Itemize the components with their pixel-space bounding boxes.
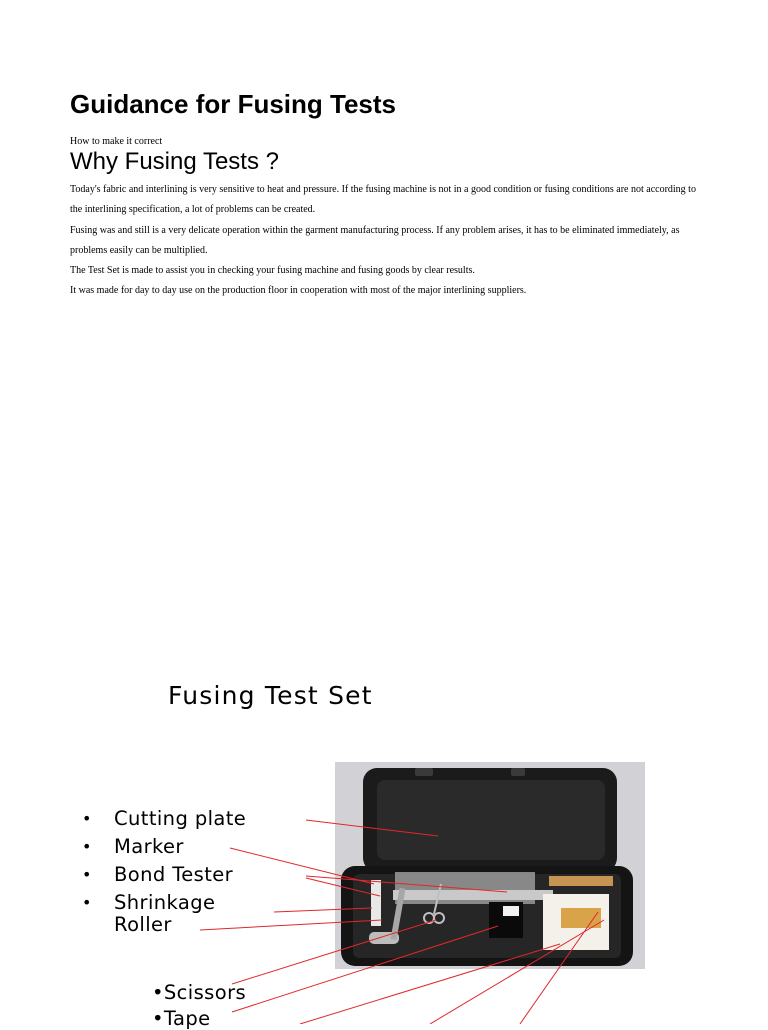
page-subtitle: How to make it correct (70, 136, 163, 147)
sample-swatch (561, 908, 601, 928)
label-tape: •Tape (152, 1007, 211, 1030)
label-shrinkage: Shrinkage (114, 891, 216, 914)
label-scissors: •Scissors (152, 981, 247, 1004)
case-hinge (415, 768, 433, 776)
tape-label (503, 906, 519, 916)
bond-tester (393, 890, 553, 900)
marker (371, 880, 381, 926)
paragraph: It was made for day to day use on the production floor in cooperation with most of the major interlining suppliers. (70, 285, 527, 297)
label-cutting-plate: Cutting plate (114, 807, 247, 830)
test-set-case-photo (335, 762, 645, 969)
paragraph: Fusing was and still is a very delicate operation within the garment manufacturing process. If any problem arises, it has to be eliminated immediately, as problems easily can be multiplied. (70, 224, 680, 256)
label-marker: Marker (114, 835, 184, 858)
bullet-icon: • (82, 837, 92, 856)
sample-strips (549, 876, 613, 886)
paragraph: Today's fabric and interlining is very sensitive to heat and pressure. If the fusing machine is not in a good condition or fusing conditions are not according to the interlining specification, a lot of problems can be created. (70, 184, 696, 216)
bullet-icon: • (82, 893, 92, 912)
body-text (70, 180, 700, 302)
bullet-icon: • (82, 865, 92, 884)
case-lid-inner (377, 780, 605, 860)
label-bond-tester: Bond Tester (114, 863, 234, 886)
bullet-icon: • (82, 809, 92, 828)
page-title: Guidance for Fusing Tests (70, 89, 397, 119)
section-heading: Why Fusing Tests ? (70, 148, 279, 175)
label-roller: Roller (114, 913, 172, 936)
paragraph: The Test Set is made to assist you in checking your fusing machine and fusing goods by clear results. (70, 265, 475, 277)
case-hinge (511, 768, 525, 776)
figure-title: Fusing Test Set (168, 681, 373, 710)
